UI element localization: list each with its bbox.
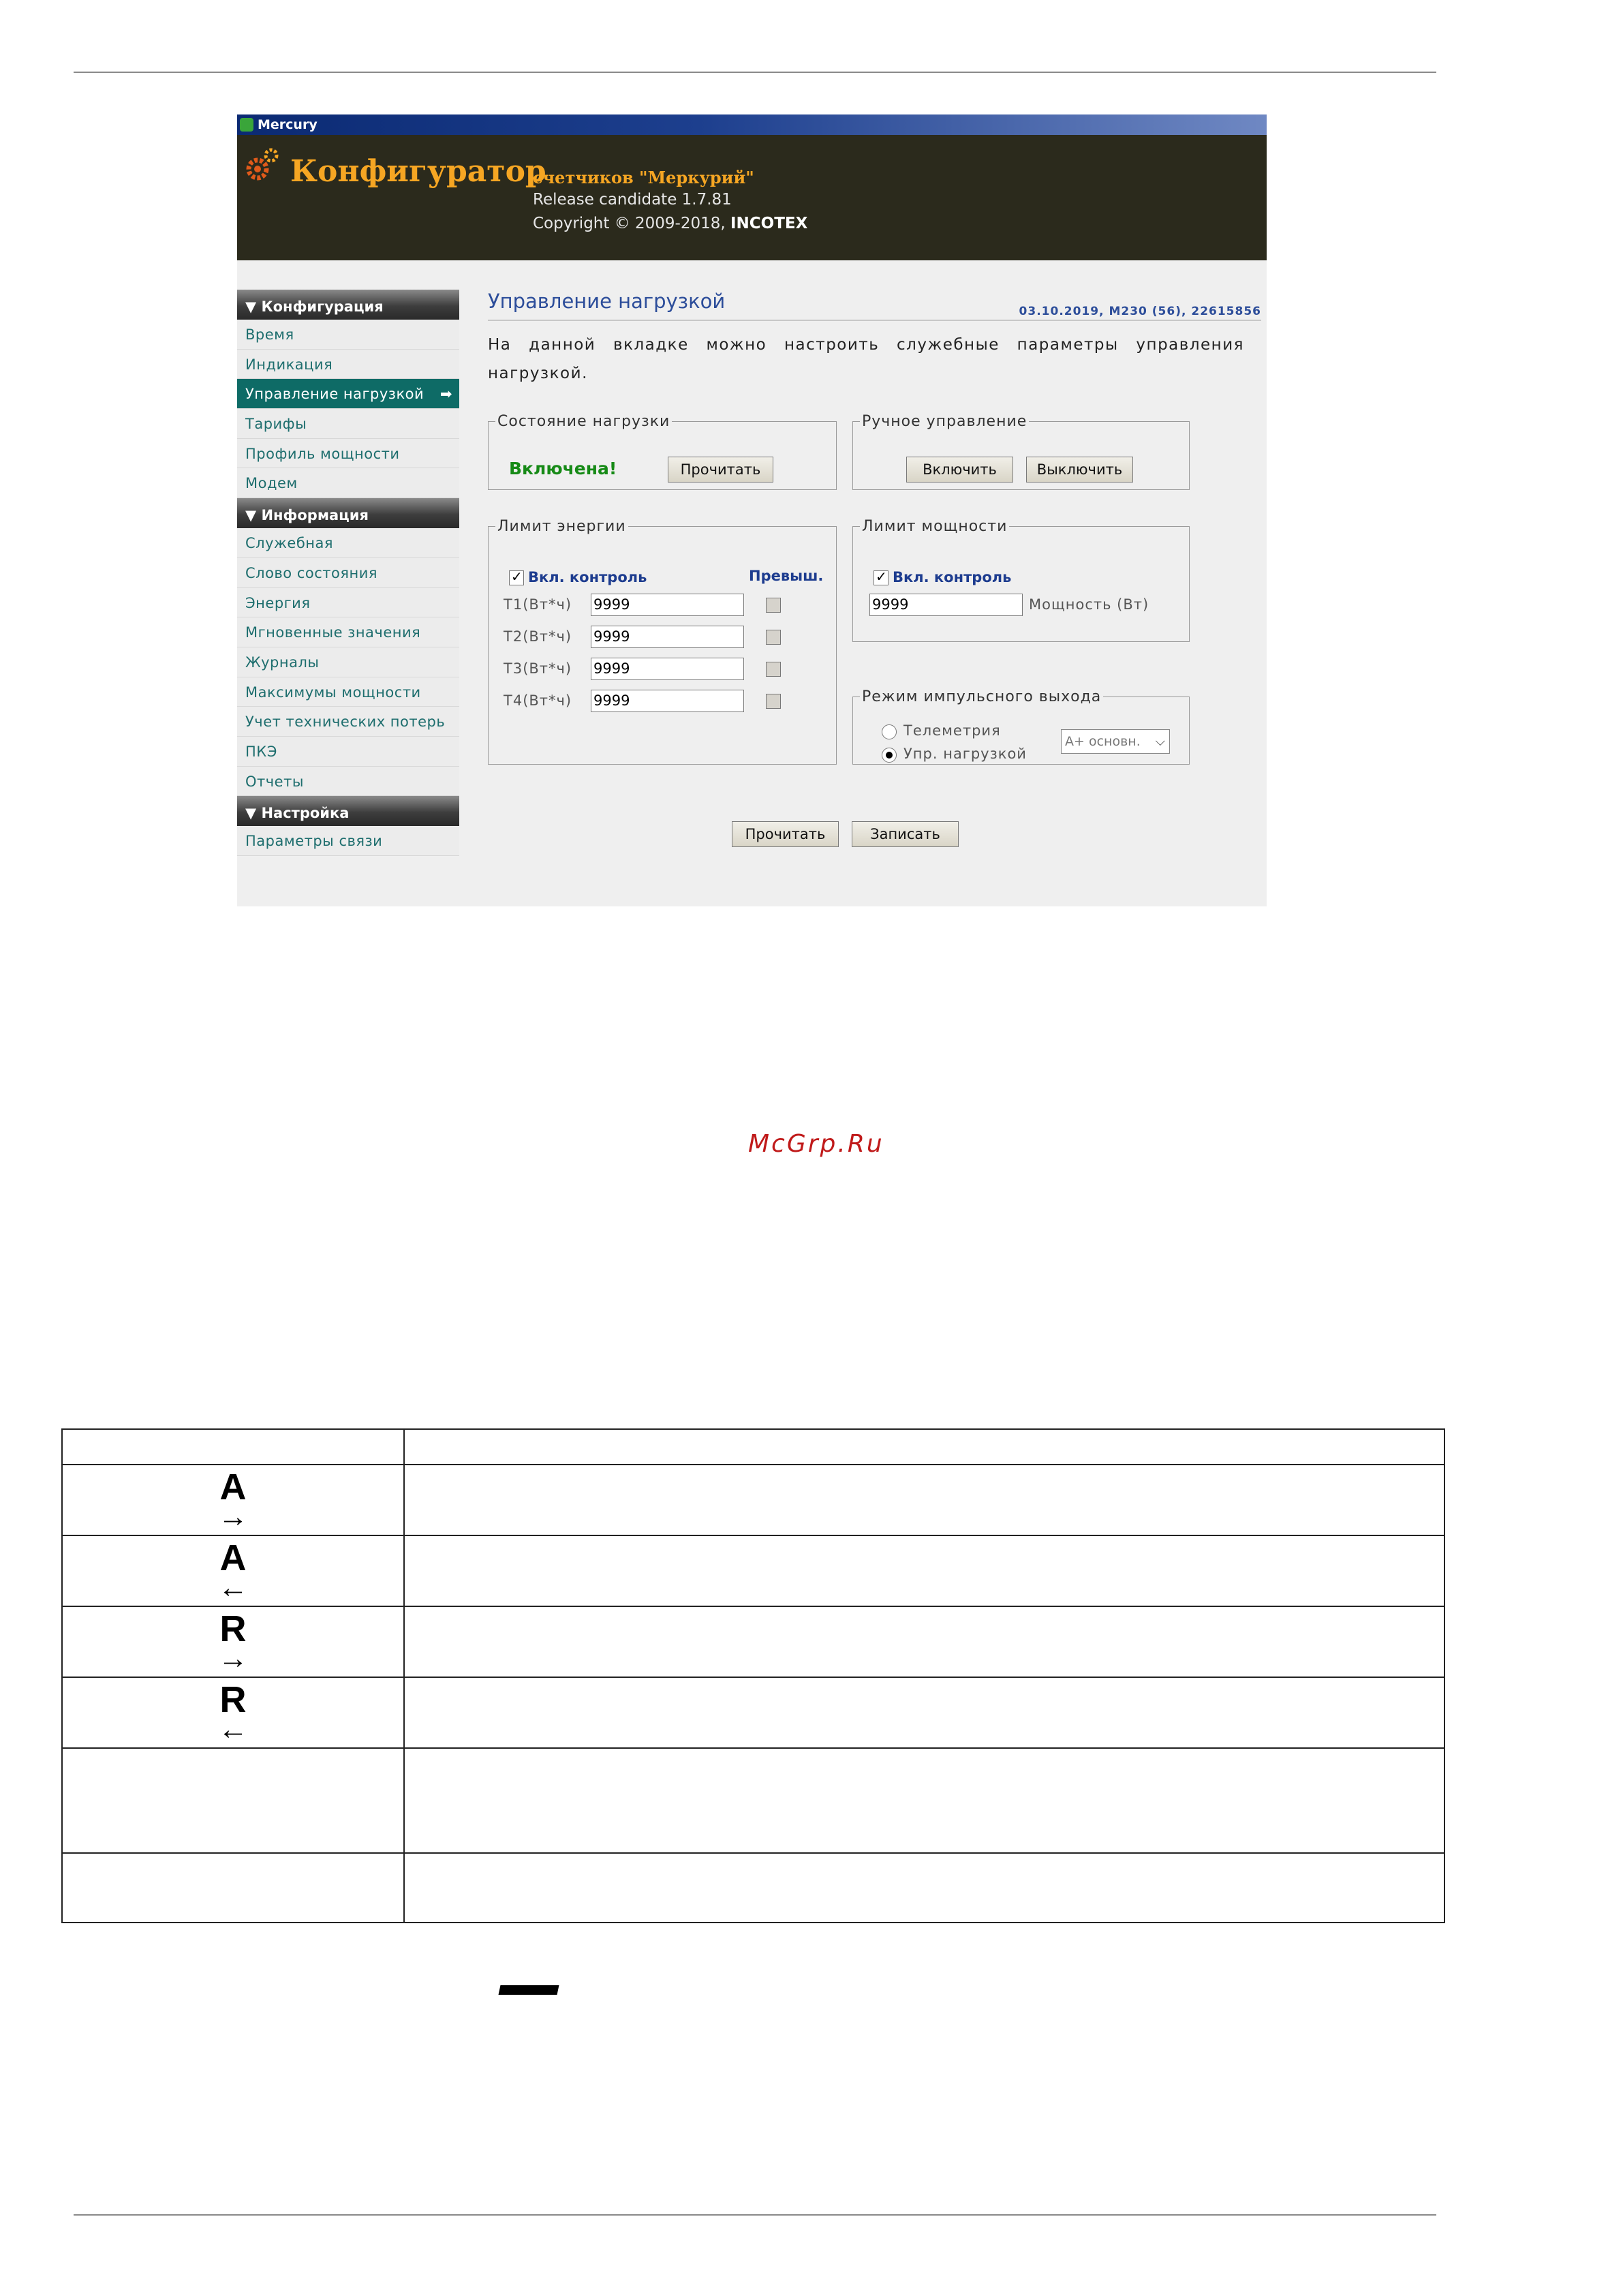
pulse-source-select[interactable]: A+ основн. ⌵: [1061, 729, 1170, 754]
table-row: [62, 1748, 1444, 1853]
sidebar-item-time[interactable]: Время: [237, 320, 459, 350]
table-row: [62, 1535, 1444, 1606]
copyright-text: Copyright © 2009-2018, INCOTEX: [533, 215, 808, 232]
chevron-down-icon: ⌵: [1155, 734, 1165, 749]
device-meta: 03.10.2019, M230 (56), 22615856: [1019, 305, 1261, 318]
energy-limit-group: [488, 518, 837, 765]
table-cell: [404, 1429, 1444, 1465]
table-cell: [404, 1853, 1444, 1923]
table-row: [62, 1429, 1444, 1465]
t3-exceed-indicator: [766, 662, 781, 677]
t3-label: T3(Вт*ч): [504, 660, 572, 677]
table-cell: [404, 1606, 1444, 1677]
telemetry-radio[interactable]: [882, 724, 897, 739]
t1-exceed-indicator: [766, 598, 781, 613]
turn-on-button[interactable]: Включить: [906, 457, 1013, 483]
table-cell: [404, 1677, 1444, 1748]
read-button[interactable]: Прочитать: [732, 821, 839, 847]
t2-exceed-indicator: [766, 630, 781, 645]
window-title: Mercury: [258, 117, 318, 132]
sidebar-item-indication[interactable]: Индикация: [237, 350, 459, 380]
t2-input[interactable]: 9999: [591, 626, 744, 648]
app-title: Конфигуратор: [290, 154, 546, 189]
app-logo-icon: [240, 118, 253, 132]
energy-limit-legend: Лимит энергии: [497, 518, 626, 535]
t1-label: T1(Вт*ч): [504, 596, 572, 613]
app-banner: [237, 135, 1267, 260]
page-title: Управление нагрузкой: [488, 290, 726, 313]
app-screenshot: [237, 114, 1267, 906]
power-control-label: Вкл. контроль: [893, 569, 1012, 585]
table-cell: [62, 1535, 404, 1606]
exceed-header: Превыш.: [749, 568, 824, 584]
energy-control-label: Вкл. контроль: [528, 569, 647, 585]
power-limit-input[interactable]: 9999: [869, 594, 1023, 616]
load-state-group: [488, 413, 837, 490]
title-divider: [488, 320, 1261, 321]
power-unit-label: Мощность (Вт): [1029, 596, 1149, 613]
t4-input[interactable]: 9999: [591, 690, 744, 712]
table-cell: [62, 1677, 404, 1748]
pulse-mode-group: [852, 688, 1190, 765]
load-control-radio[interactable]: [882, 748, 897, 763]
window-titlebar: [237, 114, 1267, 135]
sidebar-item-tech-losses[interactable]: Учет технических потерь: [237, 707, 459, 737]
sidebar-item-instant-values[interactable]: Мгновенные значения: [237, 617, 459, 647]
table-row: [62, 1465, 1444, 1535]
gears-icon: [243, 146, 281, 184]
app-subtitle: счетчиков "Меркурий": [533, 168, 754, 187]
sidebar-item-pke[interactable]: ПКЭ: [237, 737, 459, 767]
power-limit-group: [852, 518, 1190, 642]
sidebar-item-journals[interactable]: Журналы: [237, 647, 459, 677]
top-rule: [74, 72, 1436, 73]
energy-control-checkbox[interactable]: [509, 570, 524, 585]
reactive-energy-reverse-icon: R ←: [218, 1679, 248, 1746]
manual-control-group: [852, 413, 1190, 490]
sidebar-item-tariffs[interactable]: Тарифы: [237, 409, 459, 439]
load-control-label: Упр. нагрузкой: [903, 746, 1027, 762]
sidebar-item-load-control[interactable]: Управление нагрузкой ➡: [237, 379, 459, 409]
sidebar-section-config[interactable]: ▼ Конфигурация: [237, 290, 459, 320]
table-cell: [62, 1606, 404, 1677]
table-cell: [404, 1465, 1444, 1535]
release-text: Release candidate 1.7.81: [533, 191, 732, 209]
bottom-rule: [74, 2214, 1436, 2216]
active-energy-reverse-icon: A ←: [218, 1537, 248, 1604]
t1-input[interactable]: 9999: [591, 594, 744, 616]
table-cell: [404, 1535, 1444, 1606]
sidebar-item-connection[interactable]: Параметры связи: [237, 826, 459, 856]
table-row: [62, 1677, 1444, 1748]
table-cell: [62, 1748, 404, 1853]
active-energy-forward-icon: A →: [218, 1467, 248, 1533]
power-control-checkbox[interactable]: [874, 570, 888, 585]
table-cell: [404, 1748, 1444, 1853]
sidebar-item-energy[interactable]: Энергия: [237, 588, 459, 618]
t2-label: T2(Вт*ч): [504, 628, 572, 645]
load-state-legend: Состояние нагрузки: [497, 413, 670, 430]
table-row: [62, 1606, 1444, 1677]
sidebar-item-power-profile[interactable]: Профиль мощности: [237, 439, 459, 469]
watermark-text: McGrp.Ru: [748, 1130, 884, 1158]
write-button[interactable]: Записать: [852, 821, 959, 847]
load-status: Включена!: [509, 459, 617, 478]
sidebar: [237, 290, 459, 856]
manual-control-legend: Ручное управление: [862, 413, 1027, 430]
sidebar-item-modem[interactable]: Модем: [237, 468, 459, 498]
table-cell: [62, 1429, 404, 1465]
telemetry-label: Телеметрия: [903, 722, 1001, 739]
arrow-right-icon: ➡: [439, 386, 452, 403]
sidebar-section-info[interactable]: ▼ Информация: [237, 498, 459, 528]
sidebar-item-service[interactable]: Служебная: [237, 528, 459, 558]
reactive-energy-forward-icon: R →: [218, 1608, 248, 1675]
load-read-button[interactable]: Прочитать: [668, 457, 773, 483]
sidebar-item-reports[interactable]: Отчеты: [237, 767, 459, 797]
t3-input[interactable]: 9999: [591, 658, 744, 680]
sidebar-item-power-maximums[interactable]: Максимумы мощности: [237, 677, 459, 707]
dash-mark: [499, 1985, 559, 1995]
page-description: На данной вкладке можно настроить служебные параметры управления нагрузкой.: [488, 336, 1244, 382]
sidebar-item-status-word[interactable]: Слово состояния: [237, 558, 459, 588]
table-cell: [62, 1465, 404, 1535]
t4-exceed-indicator: [766, 694, 781, 709]
power-limit-legend: Лимит мощности: [862, 518, 1008, 535]
table-cell: [62, 1853, 404, 1923]
pulse-mode-legend: Режим импульсного выхода: [862, 688, 1102, 705]
table-row: [62, 1853, 1444, 1923]
sidebar-section-settings[interactable]: ▼ Настройка: [237, 796, 459, 826]
legend-table: [61, 1428, 1445, 1923]
turn-off-button[interactable]: Выключить: [1026, 457, 1133, 483]
t4-label: T4(Вт*ч): [504, 692, 572, 709]
